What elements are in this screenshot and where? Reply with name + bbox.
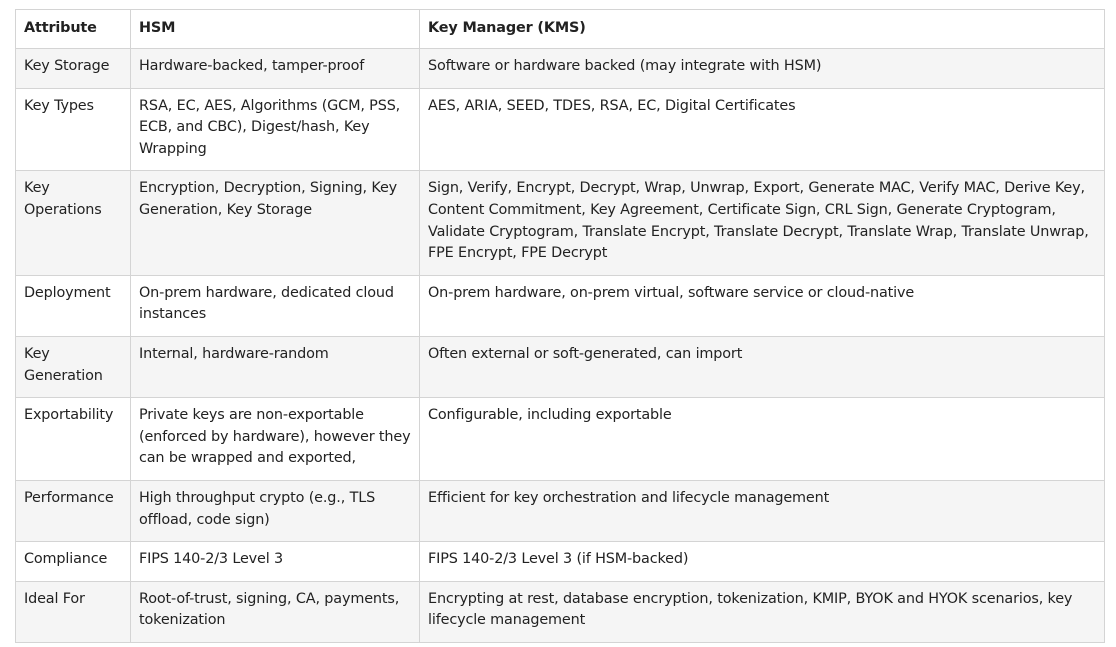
table-row — [16, 398, 1105, 481]
cell-hsm: Private keys are non-exportable (enforced by hardware), however they can be wrapped and exported, — [131, 398, 420, 481]
table-row — [16, 275, 1105, 336]
hsm-vs-kms-comparison-table — [15, 9, 1105, 643]
table-row — [16, 88, 1105, 171]
cell-hsm: On-prem hardware, dedicated cloud instances — [131, 275, 420, 336]
header-attribute: Attribute — [16, 10, 131, 49]
cell-attribute: Deployment — [16, 275, 131, 336]
cell-hsm: FIPS 140-2/3 Level 3 — [131, 542, 420, 582]
header-kms: Key Manager (KMS) — [420, 10, 1105, 49]
table-row — [16, 336, 1105, 397]
cell-attribute: Key Generation — [16, 336, 131, 397]
cell-kms: Often external or soft-generated, can import — [420, 336, 1105, 397]
cell-attribute: Exportability — [16, 398, 131, 481]
cell-attribute: Key Operations — [16, 171, 131, 275]
cell-kms: Efficient for key orchestration and lifecycle management — [420, 480, 1105, 541]
cell-hsm: RSA, EC, AES, Algorithms (GCM, PSS, ECB, and CBC), Digest/hash, Key Wrapping — [131, 88, 420, 171]
header-hsm: HSM — [131, 10, 420, 49]
cell-hsm: Hardware-backed, tamper-proof — [131, 49, 420, 89]
cell-kms: Encrypting at rest, database encryption, tokenization, KMIP, BYOK and HYOK scenarios, key lifecycle management — [420, 581, 1105, 642]
table-header — [16, 10, 1105, 49]
cell-hsm: Root-of-trust, signing, CA, payments, tokenization — [131, 581, 420, 642]
cell-attribute: Key Types — [16, 88, 131, 171]
cell-attribute: Ideal For — [16, 581, 131, 642]
cell-hsm: Encryption, Decryption, Signing, Key Generation, Key Storage — [131, 171, 420, 275]
table-body — [16, 49, 1105, 643]
cell-kms: Software or hardware backed (may integrate with HSM) — [420, 49, 1105, 89]
cell-hsm: Internal, hardware-random — [131, 336, 420, 397]
cell-kms: On-prem hardware, on-prem virtual, software service or cloud-native — [420, 275, 1105, 336]
table-row — [16, 49, 1105, 89]
cell-kms: Configurable, including exportable — [420, 398, 1105, 481]
comparison-table-container — [15, 9, 1104, 643]
table-row — [16, 581, 1105, 642]
cell-attribute: Performance — [16, 480, 131, 541]
cell-kms: Sign, Verify, Encrypt, Decrypt, Wrap, Unwrap, Export, Generate MAC, Verify MAC, Derive Key, Content Commitment, Key Agreement, Certificate Sign, CRL Sign, Generate Cryptogram, Validate Cryptogram, Translate Encrypt, Translate Decrypt, Translate Wrap, Translate Unwrap, FPE Encrypt, FPE Decrypt — [420, 171, 1105, 275]
table-row — [16, 480, 1105, 541]
cell-attribute: Compliance — [16, 542, 131, 582]
cell-attribute: Key Storage — [16, 49, 131, 89]
cell-kms: FIPS 140-2/3 Level 3 (if HSM-backed) — [420, 542, 1105, 582]
table-row — [16, 171, 1105, 275]
cell-kms: AES, ARIA, SEED, TDES, RSA, EC, Digital Certificates — [420, 88, 1105, 171]
table-row — [16, 542, 1105, 582]
header-row — [16, 10, 1105, 49]
cell-hsm: High throughput crypto (e.g., TLS offload, code sign) — [131, 480, 420, 541]
